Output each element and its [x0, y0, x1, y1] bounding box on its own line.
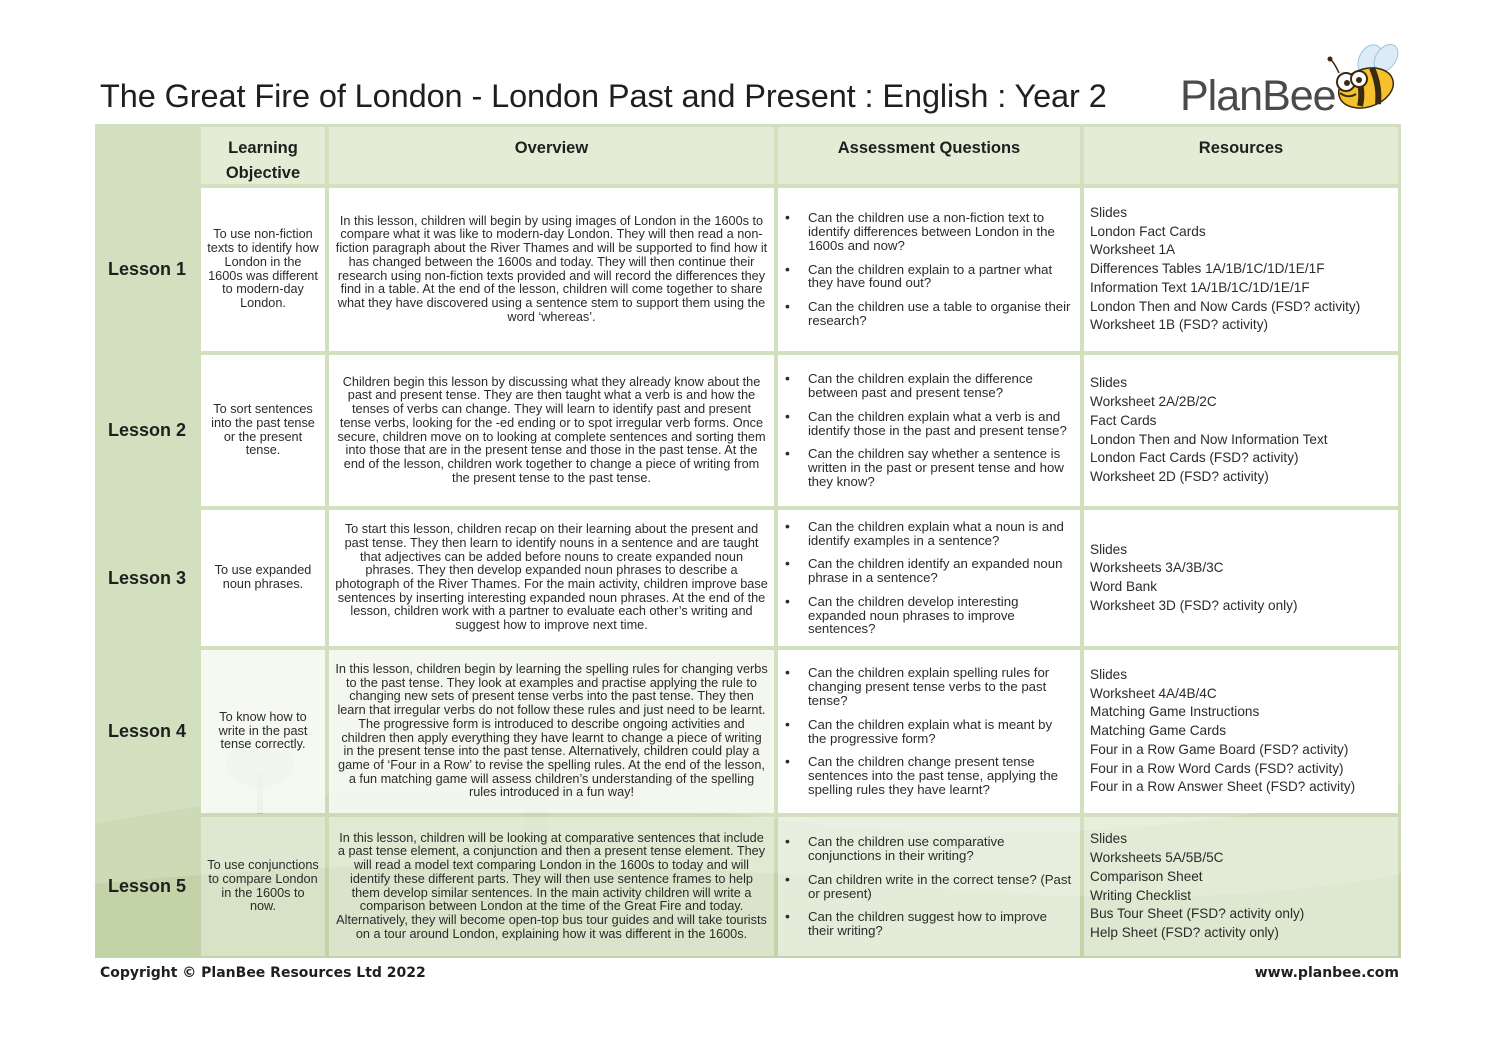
question-item: • Can the children say whether a sentence is written in the past or present tense and how they know? [808, 447, 1074, 488]
lesson-label: Lesson 4 [107, 721, 187, 741]
resource-item: Bus Tour Sheet (FSD? activity only) [1090, 906, 1305, 922]
question-item: • Can the children use a non-fiction text to identify differences between London in the 1600s and now? [808, 211, 1074, 252]
lesson-overview [329, 355, 774, 506]
resource-item: Worksheet 3D (FSD? activity only) [1090, 597, 1298, 613]
resource-item: Slides [1090, 831, 1128, 847]
overview-text: In this lesson, children will begin by using images of London in the 1600s to compare what it was like to modern-day London. They will then read a non-fiction paragraph about the River Thames and will be supported to find how it has changed between the 1600s and today. They will then continue their research using non-fiction texts provided and will record the differences they find in a table. At the end of the lesson, children will come together to share what they have discovered using a sentence stem to support them using the word ‘whereas’. [335, 213, 768, 324]
question-item: • Can the children identify an expanded noun phrase in a sentence? [808, 557, 1074, 585]
planbee-logo: PlanBee [1180, 72, 1336, 120]
learning-objective [201, 650, 325, 813]
overview-text: Children begin this lesson by discussing what they already know about the past and present tense. They are then taught what a verb is and how the tenses of verbs can change. They will learn to identify past and present tense verbs, looking for the -ed ending or to spot irregular verb forms. Once secure, children move on to looking at complete sentences and sorting them into those that are in the present tense and those in the past tense. At the end of the lesson, children work together to change a piece of writing from the present tense to the past tense. [337, 374, 766, 485]
copyright-text: Copyright © PlanBee Resources Ltd 2022 [100, 965, 426, 981]
objective-text: To use non-fiction texts to identify how London in the 1600s was different to modern-day London. [207, 227, 319, 310]
assessment-questions [778, 817, 1080, 956]
resource-item: Writing Checklist [1090, 887, 1191, 903]
learning-objective [201, 817, 325, 956]
resources-list [1084, 510, 1398, 646]
resource-item: Worksheet 1A [1090, 242, 1176, 258]
website-link[interactable]: www.planbee.com [1254, 965, 1399, 981]
resource-item: Slides [1090, 667, 1128, 683]
header-assessment: Assessment Questions [778, 127, 1080, 184]
lesson-label: Lesson 2 [107, 420, 187, 440]
resources-list [1084, 355, 1398, 506]
question-item: • Can children write in the correct tense? (Past or present) [808, 873, 1074, 901]
resource-item: Information Text 1A/1B/1C/1D/1E/1F [1090, 279, 1310, 295]
objective-text: To use expanded noun phrases. [214, 563, 312, 591]
learning-objective [201, 188, 325, 351]
question-item: • Can the children use a table to organise their research? [808, 300, 1074, 328]
header-objective: Learning Objective [201, 127, 325, 184]
resource-item: Differences Tables 1A/1B/1C/1D/1E/1F [1090, 261, 1325, 277]
question-item: • Can the children explain the difference between past and present tense? [808, 372, 1074, 400]
resource-item: Matching Game Cards [1090, 723, 1226, 739]
assessment-questions [778, 510, 1080, 646]
assessment-questions [778, 355, 1080, 506]
resource-item: Worksheet 4A/4B/4C [1090, 685, 1217, 701]
question-item: • Can the children explain to a partner what they have found out? [808, 263, 1074, 291]
resource-item: London Then and Now Cards (FSD? activity) [1090, 298, 1361, 314]
resource-item: Worksheets 3A/3B/3C [1090, 560, 1224, 576]
learning-objective [201, 355, 325, 506]
lesson-overview [329, 510, 774, 646]
question-item: • Can the children suggest how to improve their writing? [808, 910, 1074, 938]
question-item: • Can the children explain what a verb is and identify those in the past and present tense? [808, 410, 1074, 438]
lesson-label: Lesson 3 [107, 567, 187, 588]
question-item: • Can the children explain spelling rules for changing present tense verbs to the past tense? [808, 666, 1074, 707]
assessment-questions [778, 650, 1080, 813]
resource-item: Slides [1090, 375, 1128, 391]
resources-list [1084, 817, 1398, 956]
question-item: • Can the children change present tense sentences into the past tense, applying the spelling rules they have learnt? [808, 755, 1074, 796]
resource-item: Matching Game Instructions [1090, 704, 1260, 720]
objective-text: To know how to write in the past tense correctly. [218, 709, 308, 752]
resource-item: London Then and Now Information Text [1090, 431, 1328, 447]
overview-text: To start this lesson, children recap on their learning about the present and past tense. They then learn to identify nouns in a sentence and are taught that adjectives can be added before nouns to create expanded noun phrases. They then develop expanded noun phrases to describe a photograph of the River Thames. For the main activity, children improve base sentences by inserting interesting expanded noun phrases. At the end of the lesson, children work with a partner to evaluate each other’s writing and suggest how to improve next time. [335, 522, 768, 633]
assessment-questions [778, 188, 1080, 351]
resource-item: Worksheet 2D (FSD? activity) [1090, 468, 1269, 484]
resource-item: Worksheet 2A/2B/2C [1090, 394, 1217, 410]
page-title: The Great Fire of London - London Past and Present : English : Year 2 [100, 78, 1107, 114]
question-item: • Can the children explain what a noun is and identify examples in a sentence? [808, 520, 1074, 548]
objective-text: To sort sentences into the past tense or the present tense. [211, 402, 315, 458]
question-item: • Can the children develop interesting expanded noun phrases to improve sentences? [808, 595, 1074, 636]
resource-item: Four in a Row Game Board (FSD? activity) [1090, 741, 1349, 757]
header-resources: Resources [1084, 127, 1398, 184]
resource-item: London Fact Cards (FSD? activity) [1090, 450, 1299, 466]
resource-item: Comparison Sheet [1090, 868, 1203, 884]
resources-list [1084, 188, 1398, 351]
lesson-overview [329, 817, 774, 956]
resource-item: Slides [1090, 541, 1128, 557]
resources-list [1084, 650, 1398, 813]
bee-icon [1326, 42, 1408, 116]
resource-item: Worksheets 5A/5B/5C [1090, 850, 1224, 866]
resource-item: London Fact Cards [1090, 223, 1206, 239]
resource-item: Fact Cards [1090, 412, 1157, 428]
resource-item: Help Sheet (FSD? activity only) [1090, 924, 1279, 940]
learning-objective [201, 510, 325, 646]
overview-text: In this lesson, children will be looking at comparative sentences that include a past tense element, a conjunction and then a present tense element. They will read a model text comparing London in the 1600s to today and will identify these different parts. They will then use sentence frames to help them develop similar sentences. In the main activity children will write a comparison between London at the time of the Great Fire and today. Alternatively, they will become open-top bus tour guides and will take tourists on a tour around London, explaining how it was different in the 1600s. [336, 830, 767, 941]
resource-item: Four in a Row Word Cards (FSD? activity) [1090, 760, 1344, 776]
resource-item: Worksheet 1B (FSD? activity) [1090, 317, 1269, 333]
lesson-label: Lesson 5 [107, 876, 187, 896]
question-item: • Can the children use comparative conjunctions in their writing? [808, 835, 1074, 863]
lesson-label: Lesson 1 [107, 259, 187, 279]
objective-text: To use conjunctions to compare London in the 1600s to now. [207, 858, 319, 914]
resource-item: Slides [1090, 205, 1128, 221]
overview-text: In this lesson, children begin by learning the spelling rules for changing verbs to the past tense. They look at examples and practise applying the rule to changing new sets of present tense verbs into the past tense. They then learn that irregular verbs do not follow these rules and just need to be learnt. The progressive form is introduced to describe ongoing activities and children then apply everything they have learnt to change a piece of writing in the present tense into the past tense. Alternatively, children could play a game of ‘Four in a Row’ to revise the spelling rules. At the end of the lesson, a fun matching game will assess children’s understanding of the spelling rules introduced in a fun way! [335, 661, 768, 800]
lesson-overview [329, 650, 774, 813]
lesson-overview [329, 188, 774, 351]
resource-item: Word Bank [1090, 579, 1157, 594]
question-item: • Can the children explain what is meant by the progressive form? [808, 718, 1074, 746]
header-overview: Overview [329, 127, 774, 184]
resource-item: Four in a Row Answer Sheet (FSD? activity) [1090, 779, 1356, 795]
